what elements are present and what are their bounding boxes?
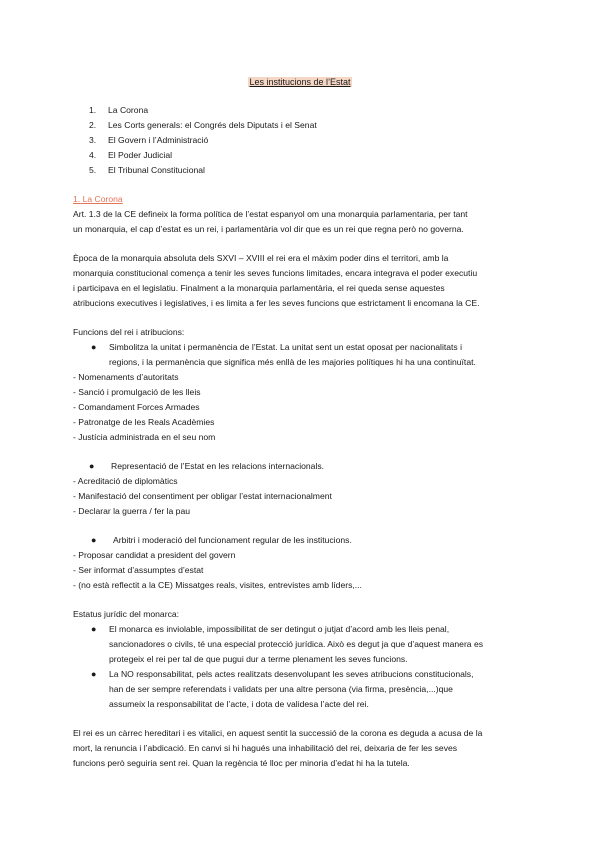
status-heading: Estatus jurídic del monarca: (73, 609, 180, 619)
toc-item: 2. Les Corts generals: el Congrés dels Diputats i el Senat (89, 120, 317, 130)
functions-heading: Funcions del rei i atribucions: (73, 327, 185, 337)
function-group: ● Arbitri i moderació del funcionament regular de les institucions. - Proposar candidat a president del govern - Ser informat d’assumptes d’estat - (no està reflectit a la CE) Missatges reals, visites, entrevistes amb líders,... (73, 533, 533, 593)
toc-item: 3. El Govern i l’Administració (89, 135, 209, 145)
toc-item: 5. El Tribunal Constitucional (89, 165, 205, 175)
function-group: ● Simbolitza la unitat i permanència de l’Estat. La unitat sent un estat oposat per nacionalitats i regions, i la permanència que significa més enllà de les majories polítiques hi ha una continuïtat. - Nomenaments d’autoritats - Sanció i promulgació de les lleis - Comandament Forces Armades - Patronatge de les Reals Acadèmies - Justícia administrada en el seu nom (73, 340, 533, 445)
list-item: - Justícia administrada en el seu nom (73, 432, 216, 442)
list-item: - Ser informat d’assumptes d’estat (73, 565, 204, 575)
closing-paragraph: El rei es un càrrec hereditari i es vitalici, en aquest sentit la successió de la corona es deguda a acusa de la mort, la renuncia i l’abdicació. En canvi si hi hagués una inhabilitació del rei, deixaria de fer les seves funcions però seguiria sent rei. Quan la regència té lloc per minoria d’edat hi ha la tutela. (73, 728, 483, 768)
page-title: Les institucions de l’Estat (249, 77, 351, 87)
list-item: - Sanció i promulgació de les lleis (73, 387, 201, 397)
section-heading: 1. La Corona (73, 194, 123, 204)
list-item: - Declarar la guerra / fer la pau (73, 506, 191, 516)
bullet-icon: ● (91, 535, 97, 545)
bullet-icon: ● (91, 669, 97, 679)
list-item: - Nomenaments d’autoritats (73, 372, 179, 382)
history-paragraph: Època de la monarquia absoluta dels SXVI – XVIII el rei era el màxim poder dins el territori, amb la monarquia constitucional comença a tenir les seves funcions limitades, encara integrava el poder executiu i participava en el legislatiu. Finalment a la monarquia parlamentària, el rei queda sense aquestes atribucions executives i legislatives, i es limita a fer les seves funcions que estrictament li encomana la CE. (73, 253, 480, 308)
bullet-icon: ● (91, 342, 97, 352)
list-item: - (no està reflectit a la CE) Missatges reals, visites, entrevistes amb líders,... (73, 580, 362, 590)
list-item: - Acreditació de diplomàtics (73, 476, 178, 486)
toc-item: 1. La Corona (89, 105, 149, 115)
bullet-icon: ● (91, 624, 97, 634)
bullet-icon: ● (89, 461, 95, 471)
toc-item: 4. El Poder Judicial (89, 150, 173, 160)
intro-paragraph: Art. 1.3 de la CE defineix la forma política de l’estat espanyol om una monarquia parlamentaria, per tant un monarquia, el cap d’estat es un rei, i parlamentària vol dir que es un rei que regna però no governa. (73, 209, 468, 234)
list-item: - Patronatge de les Reals Acadèmies (73, 417, 215, 427)
function-group: ● Representació de l’Estat en les relacions internacionals. - Acreditació de diplomàtics - Manifestació del consentiment per obligar l’estat internacionalment - Declarar la guerra / fer la pau (73, 459, 533, 519)
list-item: - Comandament Forces Armades (73, 402, 200, 412)
status-list: ● El monarca es inviolable, impossibilitat de ser detingut o jutjat d’acord amb les lleis penal, sancionadores o civils, té una especial protecció jurídica. Això es degut ja que d’aquest manera es protegeix el rei per tal de que pugui dur a terme plenament les seves funcions. ● La NO responsabilitat, pels actes realitzats desenvolupant les seves atribucions constitucionals, han de ser sempre referendats i validats per una altre persona (via firma, presència,...)que assumeix la responsabilitat de l’acte, i dota de validesa l’acte del rei. (91, 624, 484, 709)
table-of-contents (89, 103, 317, 178)
list-item: - Manifestació del consentiment per obligar l’estat internacionalment (73, 491, 332, 501)
list-item: - Proposar candidat a president del govern (73, 550, 236, 560)
